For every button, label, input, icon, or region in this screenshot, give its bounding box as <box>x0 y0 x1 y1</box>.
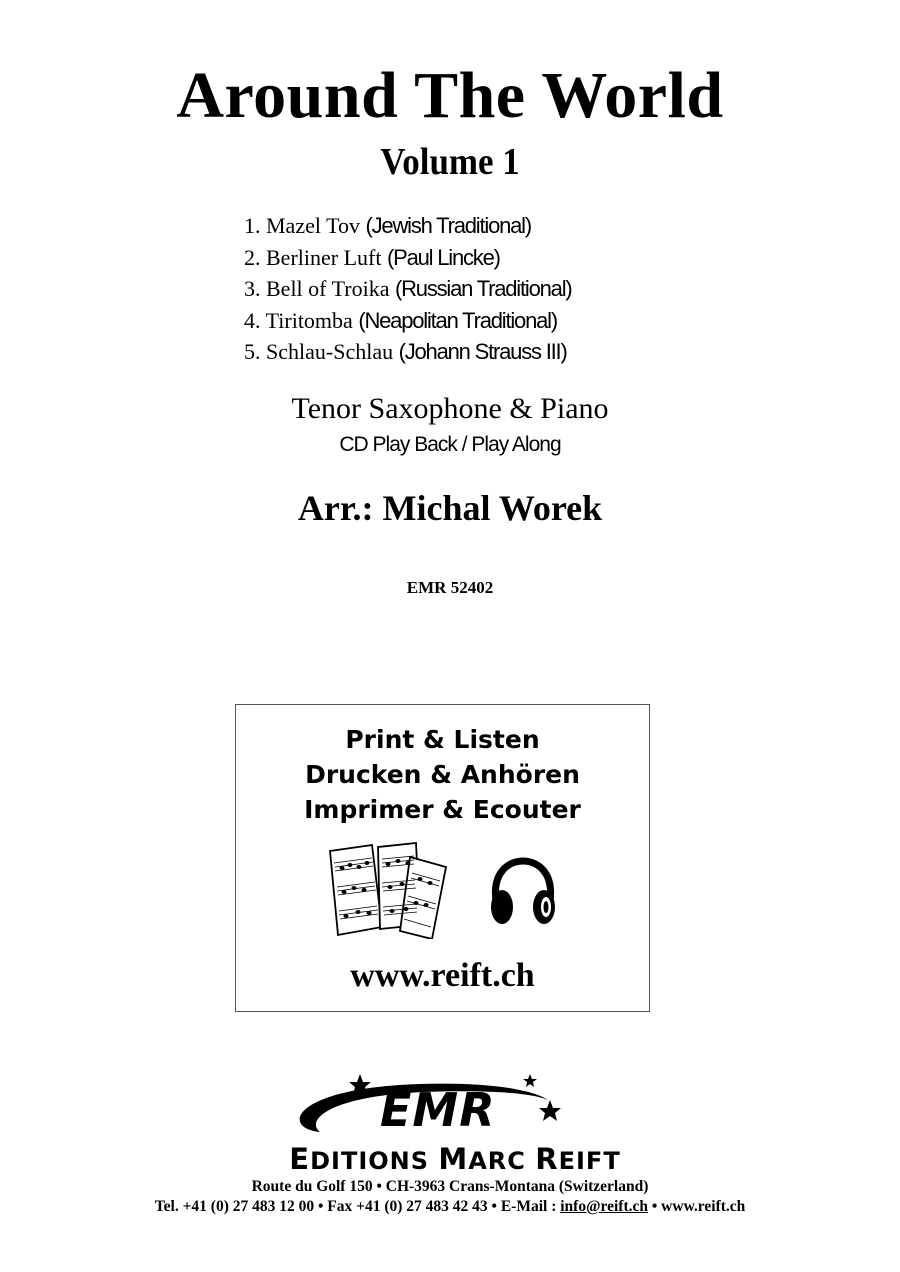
page-title: Around The World <box>176 59 724 132</box>
volume-label: Volume 1 <box>380 141 520 183</box>
track-item <box>244 305 764 337</box>
promo-line-de: Drucken & Anhören <box>305 760 580 789</box>
track-composer: (Russian Traditional) <box>394 276 572 301</box>
track-item <box>244 273 764 305</box>
track-title: 3. Bell of Troika <box>244 276 390 301</box>
emr-logo <box>230 1070 670 1142</box>
track-item <box>244 242 764 274</box>
track-item <box>244 210 764 242</box>
sheet-music-icon <box>328 841 454 939</box>
track-title: 5. Schlau-Schlau <box>244 339 394 364</box>
promo-line-en: Print & Listen <box>345 725 540 754</box>
track-title: 2. Berliner Luft <box>244 244 382 270</box>
track-item <box>244 336 764 368</box>
track-title: 4. Tiritomba <box>244 307 353 333</box>
publisher-name: EDITIONS MARC REIFT <box>289 1142 621 1176</box>
logo-text: EMR <box>380 1083 496 1137</box>
email-link[interactable]: info@reift.ch <box>560 1198 648 1215</box>
print-listen-box <box>235 704 650 1012</box>
publisher-contact: Tel. +41 (0) 27 483 12 00 • Fax +41 (0) 27 483 42 43 • E-Mail : info@reift.ch • www.reift.ch <box>154 1198 746 1215</box>
track-title: 1. Mazel Tov <box>244 213 360 238</box>
track-composer: (Neapolitan Traditional) <box>358 307 557 333</box>
cd-note: CD Play Back / Play Along <box>339 433 561 456</box>
track-list <box>244 210 764 368</box>
headphones-icon <box>488 857 558 929</box>
track-composer: (Johann Strauss III) <box>398 339 567 364</box>
instrumentation: Tenor Saxophone & Piano <box>291 392 609 425</box>
promo-line-fr: Imprimer & Ecouter <box>304 795 581 824</box>
publisher-address: Route du Golf 150 • CH-3963 Crans-Montana (Switzerland) <box>251 1178 649 1195</box>
catalog-code: EMR 52402 <box>406 578 494 597</box>
website-url: www.reift.ch <box>350 957 535 994</box>
track-composer: (Jewish Traditional) <box>365 213 531 238</box>
track-composer: (Paul Lincke) <box>386 244 500 270</box>
arranger: Arr.: Michal Worek <box>297 488 603 528</box>
